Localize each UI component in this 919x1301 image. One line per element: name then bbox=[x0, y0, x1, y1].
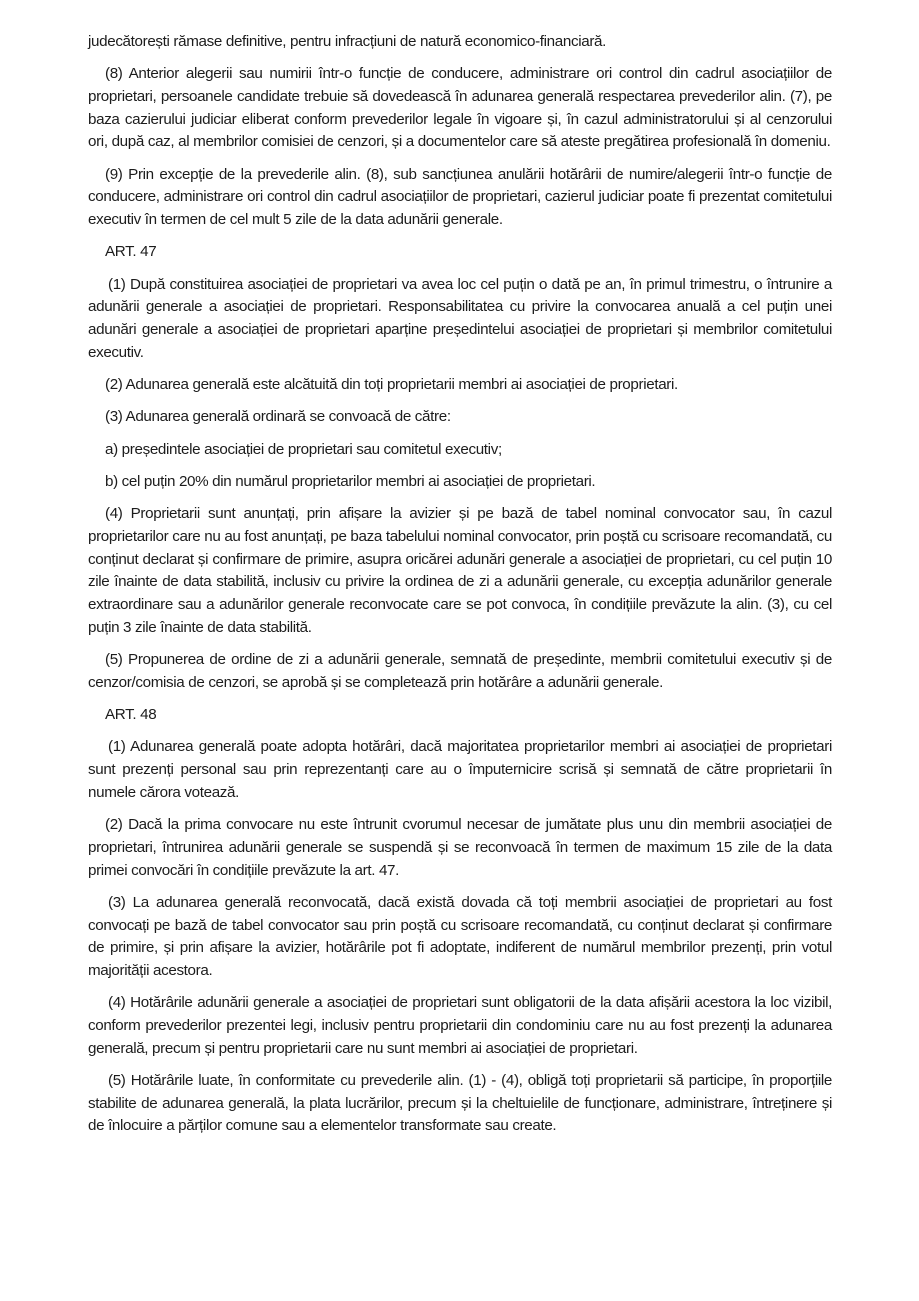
document-page bbox=[88, 31, 832, 1148]
paragraph-art48-alin5: (5) Hotărârile luate, în conformitate cu prevederile alin. (1) - (4), obligă toți proprietarii să participe, în proporțiile stabilite de adunarea generală, la plata lucrărilor, precum și la cheltuielile de funcționare, administrare, întreținere și de înlocuire a părților comune sau a elementelor transformate sau create. bbox=[88, 1071, 832, 1135]
paragraph-art47-alin5: (5) Propunerea de ordine de zi a adunării generale, semnată de președinte, membrii comitetului executiv și de cenzor/comisia de cenzori, se aprobă și se completează prin hotărâre a adunării generale. bbox=[88, 651, 832, 691]
article-heading-47: ART. 47 bbox=[105, 243, 157, 261]
paragraph-art48-alin4: (4) Hotărârile adunării generale a asociației de proprietari sunt obligatorii de la data afișării acestora la loc vizibil, conform prevederilor prezentei legi, inclusiv pentru proprietarii din condominiu care nu au fost prezenți la adunarea generală, precum și pentru proprietarii care nu sunt membri ai asociației de proprietari. bbox=[88, 994, 832, 1057]
paragraph-art47-alin2: (2) Adunarea generală este alcătuită din toți proprietarii membri ai asociației de proprietari. bbox=[105, 376, 678, 394]
paragraph-continuation: judecătorești rămase definitive, pentru infracțiuni de natură economico-financiară. bbox=[88, 33, 606, 50]
paragraph-art46-alin8: (8) Anterior alegerii sau numirii într-o funcție de conducere, administrare ori control din cadrul asociațiilor de proprietari, persoanele candidate trebuie să dovedească în adunarea generală respectarea prevederilor alin. (7), pe baza cazierului judiciar eliberat conform prevederilor legale în vigoare și, în cazul administratorului și al cenzorului ori, după caz, al membrilor comisiei de cenzori, și a documentelor care să ateste pregătirea profesională în domeniu. bbox=[88, 65, 832, 151]
list-item-a: a) președintele asociației de proprietari sau comitetul executiv; bbox=[105, 440, 502, 458]
paragraph-art48-alin1: (1) Adunarea generală poate adopta hotărâri, dacă majoritatea proprietarilor membri ai asociației de proprietari sunt prezenți personal sau prin reprezentanți care au o împuternicire scrisă și semnată de către proprietarii în numele cărora votează. bbox=[88, 738, 832, 801]
list-item-b: b) cel puțin 20% din numărul proprietarilor membri ai asociației de proprietari. bbox=[105, 473, 596, 490]
paragraph-art48-alin3: (3) La adunarea generală reconvocată, dacă există dovada că toți membrii asociației de proprietari au fost convocați pe bază de tabel convocator sau prin poștă cu scrisoare recomandată, cu conținut declarat și confirmare de primire, și prin afișare la avizier, hotărârile pot fi adoptate, indiferent de numărul membrilor prezenți, prin votul majorității acestora. bbox=[88, 893, 832, 979]
paragraph-art47-alin3: (3) Adunarea generală ordinară se convoacă de către: bbox=[105, 408, 451, 426]
paragraph-art46-alin9: (9) Prin excepție de la prevederile alin. (8), sub sancțiunea anulării hotărârii de numire/alegerii într-o funcție de conducere, administrare ori control din cadrul asociațiilor de proprietari, cazierul judiciar poate fi prezentat comitetului executiv în termen de cel mult 5 zile de la data adunării generale. bbox=[88, 165, 832, 229]
paragraph-art48-alin2: (2) Dacă la prima convocare nu este întrunit cvorumul necesar de jumătate plus unu din membrii asociației de proprietari, întrunirea adunării generale se suspendă și se reconvoacă în termen de maximum 15 zile de la data primei convocări în condițiile prevăzute la art. 47. bbox=[88, 816, 832, 879]
paragraph-art47-alin4: (4) Proprietarii sunt anunțați, prin afișare la avizier și pe bază de tabel nominal convocator sau, în cazul proprietarilor care nu au fost anunțați, pe baza tabelului nominal convocator, prin poștă cu scrisoare recomandată, cu conținut declarat și confirmare de primire, asupra oricărei adunări generale a asociației de proprietari, cu cel puțin 10 zile înainte de data stabilită, inclusiv cu privire la ordinea de zi a adunării generale, cu excepția adunărilor generale extraordinare sau a adunărilor generale reconvocate care se pot convoca, în condițiile prevăzute la alin. (3), cu cel puțin 3 zile înainte de data stabilită. bbox=[88, 505, 832, 636]
article-heading-48: ART. 48 bbox=[105, 706, 157, 724]
paragraph-art47-alin1: (1) După constituirea asociației de proprietari va avea loc cel puțin o dată pe an, în primul trimestru, o întrunire a adunării generale a asociației de proprietari. Responsabilitatea cu privire la convocarea anuală a cel puțin unei adunări generale a asociației de proprietari aparține președintelui asociației de proprietari și membrilor comitetului executiv. bbox=[88, 275, 832, 361]
